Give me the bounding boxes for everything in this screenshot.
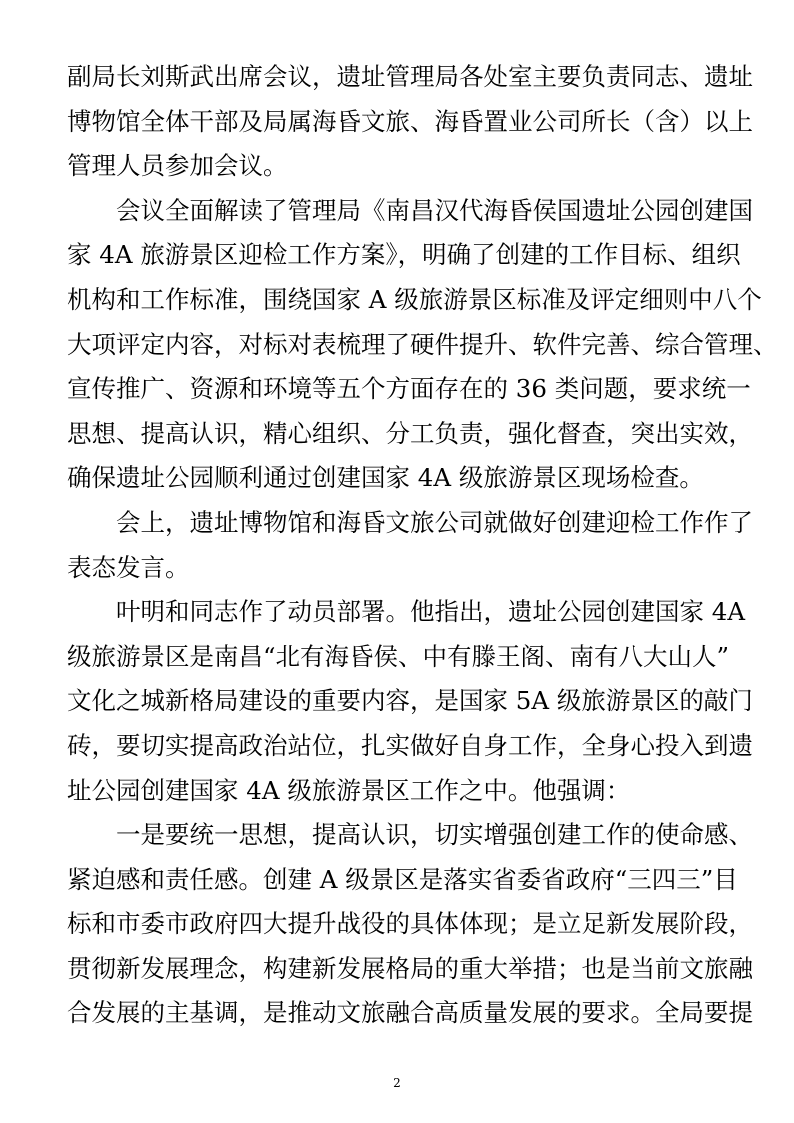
paragraph-start-line: 一是要统一思想，提高认识，切实增强创建工作的使命感、 <box>116 820 753 850</box>
text-line: 标和市委市政府四大提升战役的具体体现；是立足新发展阶段， <box>67 909 753 939</box>
text-line: 机构和工作标准，围绕国家 A 级旅游景区标准及评定细则中八个 <box>67 284 762 314</box>
text-line: 址公园创建国家 4A 级旅游景区工作之中。他强调： <box>67 775 631 805</box>
text-line: 表态发言。 <box>67 552 190 582</box>
text-line: 紧迫感和责任感。创建 A 级景区是落实省委省政府“三四三”目 <box>67 864 738 894</box>
paragraph-start-line: 会上，遗址博物馆和海昏文旅公司就做好创建迎检工作作了 <box>116 507 753 537</box>
text-line: 级旅游景区是南昌“北有海昏侯、中有滕王阁、南有八大山人” <box>67 641 730 671</box>
text-line: 文化之城新格局建设的重要内容，是国家 5A 级旅游景区的敲门 <box>67 686 753 716</box>
text-line: 宣传推广、资源和环境等五个方面存在的 36 类问题，要求统一 <box>67 374 751 404</box>
paragraph-start-line: 叶明和同志作了动员部署。他指出，遗址公园创建国家 4A <box>116 597 746 627</box>
text-line: 贯彻新发展理念，构建新发展格局的重大举措；也是当前文旅融 <box>67 953 753 983</box>
text-line: 砖，要切实提高政治站位，扎实做好自身工作，全身心投入到遗 <box>67 730 753 760</box>
page-number: 2 <box>393 1076 401 1090</box>
text-line: 合发展的主基调，是推动文旅融合高质量发展的要求。全局要提 <box>67 998 753 1028</box>
body-text <box>67 55 778 1036</box>
text-line: 博物馆全体干部及局属海昏文旅、海昏置业公司所长（含）以上 <box>67 106 753 136</box>
text-line: 大项评定内容，对标对表梳理了硬件提升、软件完善、综合管理、 <box>67 329 778 359</box>
text-line: 管理人员参加会议。 <box>67 151 288 181</box>
text-line: 确保遗址公园顺利通过创建国家 4A 级旅游景区现场检查。 <box>67 463 704 493</box>
paragraph-start-line: 会议全面解读了管理局《南昌汉代海昏侯国遗址公园创建国 <box>116 195 753 225</box>
text-line: 副局长刘斯武出席会议，遗址管理局各处室主要负责同志、遗址 <box>67 62 753 91</box>
text-line: 思想、提高认识，精心组织、分工负责，强化督查，突出实效， <box>67 418 753 448</box>
text-line: 家 4A 旅游景区迎检工作方案》，明确了创建的工作目标、组织 <box>67 240 741 270</box>
